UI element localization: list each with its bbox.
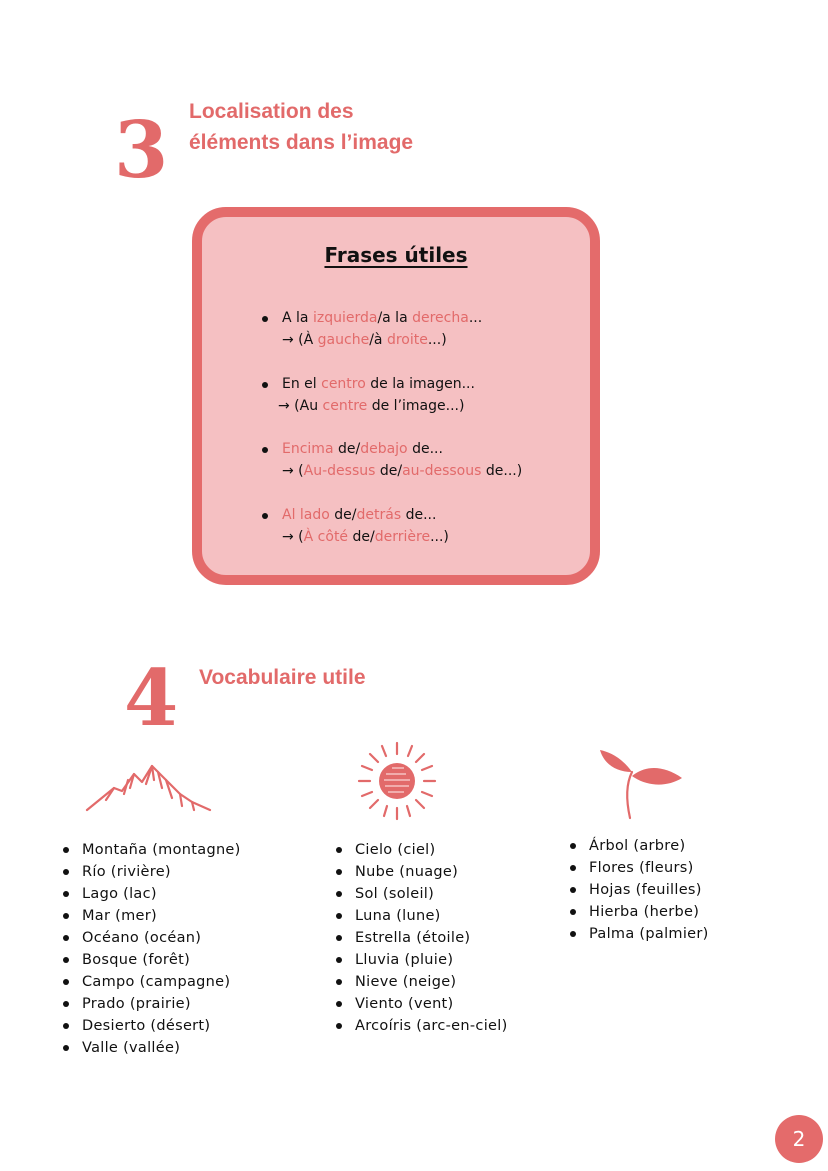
phrase-text: de/ [329,507,357,523]
list-item: Arcoíris (arc-en-ciel) [335,1015,508,1037]
phrase-spanish [282,373,475,395]
list-item: Mar (mer) [62,905,241,927]
section-3-title-line2: éléments dans l’image [189,131,414,154]
bullet [262,447,268,453]
list-item: Luna (lune) [335,905,508,927]
highlight-word: À côté [303,529,349,545]
list-item: Hierba (herbe) [569,901,709,923]
phrase-text: de...) [481,463,523,479]
phrase-text: de... [407,441,443,457]
section-4-number: 4 [124,653,179,744]
highlight-word: centro [321,376,366,392]
highlight-word: gauche [317,332,370,348]
section-4-title: Vocabulaire utile [199,666,366,689]
mountain-icon [84,758,214,816]
section-3-title [189,96,413,158]
phrase-text: de/ [348,529,375,545]
list-item: Lago (lac) [62,883,241,905]
phrase-spanish [282,438,443,460]
sun-icon [354,740,440,822]
phrase-text: → ( [282,529,304,545]
list-item: Palma (palmier) [569,923,709,945]
section-3-title-line1: Localisation des [189,100,354,123]
list-item: Bosque (forêt) [62,949,241,971]
phrase-text: A la [282,310,313,326]
vocab-list-plants [569,835,709,945]
list-item: Viento (vent) [335,993,508,1015]
list-item: Prado (prairie) [62,993,241,1015]
phrase-text: /à [369,332,387,348]
phrase-text: ... [468,310,483,326]
phrase-text: de la imagen... [365,376,475,392]
list-item: Valle (vallée) [62,1037,241,1059]
phrase-spanish [282,504,436,526]
list-item: Hojas (feuilles) [569,879,709,901]
list-item: Nube (nuage) [335,861,508,883]
highlight-word: Encima [282,441,334,457]
phrase-french [282,329,447,351]
phrase-text: de l’image...) [367,398,465,414]
phrase-spanish [282,307,482,329]
highlight-word: detrás [356,507,402,523]
vocab-list-landforms [62,839,241,1059]
phrase-text: → ( [282,463,304,479]
list-item: Montaña (montagne) [62,839,241,861]
highlight-word: debajo [360,441,408,457]
page-number: 2 [775,1115,823,1163]
highlight-word: izquierda [312,310,378,326]
list-item: Árbol (arbre) [569,835,709,857]
list-item: Río (rivière) [62,861,241,883]
bullet [262,513,268,519]
highlight-word: centre [322,398,368,414]
phrase-text: En el [282,376,322,392]
phrase-text: /a la [377,310,413,326]
list-item: Estrella (étoile) [335,927,508,949]
highlight-word: derecha [412,310,469,326]
bullet [262,316,268,322]
highlight-word: droite [386,332,428,348]
list-item: Campo (campagne) [62,971,241,993]
sprout-icon [596,744,686,820]
highlight-word: Au-dessus [303,463,376,479]
highlight-word: derrière [374,529,431,545]
list-item: Flores (fleurs) [569,857,709,879]
list-item: Nieve (neige) [335,971,508,993]
highlight-word: Al lado [282,507,330,523]
card-title: Frases útiles [324,243,468,267]
vocab-list-sky [335,839,508,1037]
phrase-french [282,460,522,482]
phrase-text: → (Au [278,398,323,414]
useful-phrases-card [192,207,600,585]
phrase-text: ...) [430,529,449,545]
phrase-text: ...) [427,332,447,348]
list-item: Desierto (désert) [62,1015,241,1037]
highlight-word: au-dessous [402,463,482,479]
list-item: Lluvia (pluie) [335,949,508,971]
phrase-text: → (À [282,332,318,348]
phrase-text: de... [401,507,437,523]
list-item: Cielo (ciel) [335,839,508,861]
list-item: Sol (soleil) [335,883,508,905]
phrase-text: de/ [375,463,403,479]
list-item: Océano (océan) [62,927,241,949]
phrase-french [282,526,449,548]
phrase-french [278,395,464,417]
phrase-text: de/ [333,441,361,457]
bullet [262,382,268,388]
section-3-number: 3 [114,105,169,196]
